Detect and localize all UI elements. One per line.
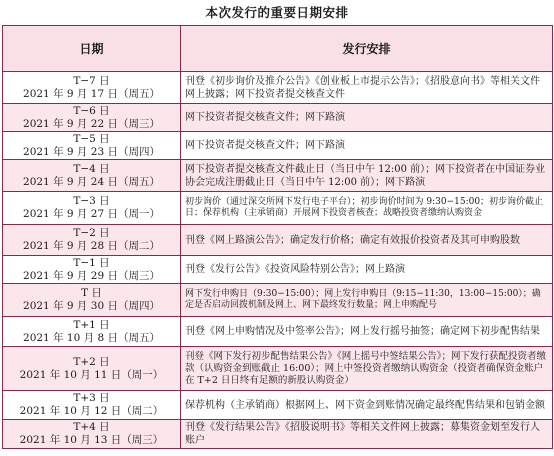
arrangement-cell: 初步询价（通过深交所网下发行电子平台）；初步询价时间为 9:30−15:00；初步询价截止日；保荐机构（主承销商）开展网下投资者核查；战略投资者缴纳认购资金 [181, 192, 553, 225]
date-label: 2021 年 9 月 24 日（周五） [23, 175, 160, 188]
date-cell [3, 391, 181, 420]
date-label: 2021 年 9 月 29 日（周三） [23, 269, 160, 282]
date-cell [3, 192, 181, 225]
schedule-table [2, 25, 553, 449]
arrangement-cell: 刊登《初步询价及推介公告》《创业板上市提示公告》；《招股意向书》等相关文件网上披露；网下投资者提交核查文件 [181, 72, 553, 104]
day-label: T−4 日 [73, 162, 110, 175]
day-label: T−7 日 [73, 74, 110, 87]
date-label: 2021 年 9 月 27 日（周一） [23, 208, 160, 220]
table-row [3, 225, 553, 256]
arrangement-cell: 刊登《发行公告》《投资风险特别公告》；网上路演 [181, 256, 553, 284]
date-label: 2021 年 9 月 22 日（周三） [23, 117, 160, 130]
arrangement-cell: 网下投资者提交核查文件截止日（当日中午 12:00 前）；网下投资者在中国证券业协会完成注册截止日（当日中午 12:00 前）；网下路演 [181, 160, 553, 192]
date-cell [3, 72, 181, 104]
date-label: 2021 年 10 月 11 日（周一） [19, 368, 164, 381]
day-label: T 日 [81, 287, 102, 299]
date-cell [3, 256, 181, 284]
table-row [3, 256, 553, 284]
day-label: T−5 日 [73, 132, 110, 145]
header-row [3, 26, 553, 72]
table-row [3, 160, 553, 192]
date-cell [3, 104, 181, 132]
day-label: T+2 日 [73, 355, 110, 368]
day-label: T−3 日 [73, 195, 110, 207]
date-cell [3, 132, 181, 160]
arrangement-cell: 刊登《发行结果公告》《招股说明书》等相关文件网上披露；募集资金划至发行人账户 [181, 420, 553, 449]
date-cell [3, 317, 181, 347]
header-arrangement: 发行安排 [181, 26, 553, 72]
date-label: 2021 年 10 月 8 日（周五） [23, 331, 160, 344]
table-row [3, 347, 553, 391]
table-row [3, 391, 553, 420]
day-label: T−2 日 [73, 227, 110, 239]
date-label: 2021 年 9 月 30 日（周四） [23, 300, 160, 312]
arrangement-cell: 刊登《网下发行初步配售结果公告》《网上摇号中签结果公告》；网下发行获配投资者缴款（认购资金到账截止 16:00）；网上中签投资者缴纳认购资金（投资者确保资金账户在 T+2 日日终有足额的新股认购资金） [181, 347, 553, 391]
table-row [3, 420, 553, 449]
date-cell [3, 347, 181, 391]
day-label: T+4 日 [73, 421, 110, 433]
date-label: 2021 年 9 月 23 日（周四） [23, 145, 160, 158]
arrangement-cell: 刊登《网上申购情况及中签率公告》；网上发行摇号抽签；确定网下初步配售结果 [181, 317, 553, 347]
date-label: 2021 年 10 月 13 日（周三） [19, 434, 164, 446]
day-label: T−6 日 [73, 104, 110, 117]
arrangement-cell: 网下投资者提交核查文件；网下路演 [181, 132, 553, 160]
day-label: T−1 日 [73, 256, 110, 269]
arrangement-cell: 刊登《网上路演公告》；确定发行价格；确定有效报价投资者及其可申购股数 [181, 225, 553, 256]
table-row [3, 192, 553, 225]
header-date: 日期 [3, 26, 181, 72]
date-label: 2021 年 9 月 28 日（周二） [23, 240, 160, 252]
table-row [3, 132, 553, 160]
table-row [3, 317, 553, 347]
arrangement-cell: 保荐机构（主承销商）根据网上、网下资金到账情况确定最终配售结果和包销金额 [181, 391, 553, 420]
arrangement-cell: 网下投资者提交核查文件；网下路演 [181, 104, 553, 132]
table-title: 本次发行的重要日期安排 [205, 5, 349, 20]
date-cell [3, 420, 181, 449]
arrangement-cell: 网下发行申购日（9:30−15:00）；网上发行申购日（9:15−11:30，13:00−15:00）；确定是否启动回拨机制及网上、网下最终发行数量；网上申购配号 [181, 284, 553, 317]
day-label: T+1 日 [73, 318, 110, 331]
date-label: 2021 年 9 月 17 日（周五） [23, 87, 160, 100]
table-row [3, 72, 553, 104]
table-row [3, 284, 553, 317]
date-cell [3, 160, 181, 192]
date-cell [3, 284, 181, 317]
table-row [3, 104, 553, 132]
date-cell [3, 225, 181, 256]
day-label: T+3 日 [73, 392, 110, 404]
date-label: 2021 年 10 月 12 日（周二） [19, 405, 164, 417]
